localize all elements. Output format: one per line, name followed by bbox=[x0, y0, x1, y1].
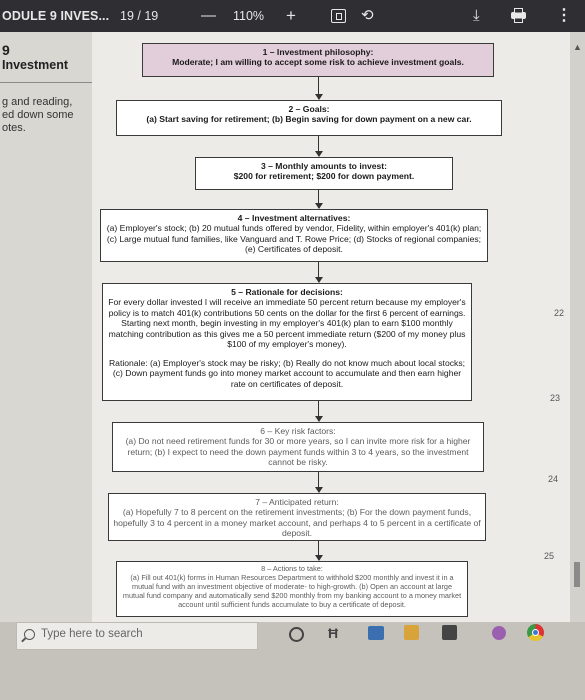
box-text: For every dollar invested I will receive an immediate 50 percent return because my employer's policy is to match 401(k) contributions 50 cents on the dollar for the first 6 percent of earnings. Starting next month, begin investing in my employer's 401(k) plan to earn $100 monthly matching contribution as this gives me a 50 percent immediate return ($200 of my money plus $100 of my employer's money). bbox=[108, 297, 466, 350]
box-text: $200 for retirement; $200 for down payment. bbox=[233, 171, 415, 182]
box-heading: 7 – Anticipated return: bbox=[255, 497, 339, 507]
box-heading: 1 – Investment philosophy: bbox=[262, 47, 374, 57]
page-number: 24 bbox=[548, 474, 559, 484]
scroll-thumb[interactable] bbox=[574, 562, 580, 587]
flow-box-philosophy bbox=[142, 43, 494, 77]
store-icon[interactable] bbox=[442, 625, 457, 640]
flow-box-alternatives bbox=[100, 209, 488, 262]
rotate-icon[interactable]: ⟲ bbox=[361, 7, 374, 24]
print-icon[interactable] bbox=[511, 8, 526, 23]
download-icon[interactable]: ⤓ bbox=[473, 7, 480, 24]
box-text: (a) Hopefully 7 to 8 percent on the retirement investments; (b) For the down payment funds, hopefully 3 to 4 percent in a money market account, and perhaps 4 to 5 percent in a certificate of deposit. bbox=[113, 507, 481, 539]
page-indicator[interactable]: 19 / 19 bbox=[120, 9, 159, 23]
box-text: (a) Fill out 401(k) forms in Human Resources Department to withhold $200 monthly and invest it in a mutual fund with an investment objective of moderate- to high-growth. (b) Open an account at large mutual fund company and automatically send $200 monthly from my banking account to a money market account until sufficient funds accumulate to buy a certificate of deposit. bbox=[122, 572, 462, 609]
box-text: Moderate; I am willing to accept some risk to achieve investment goals. bbox=[172, 57, 464, 68]
flow-box-risk-factors bbox=[112, 422, 484, 472]
flow-arrow bbox=[318, 541, 319, 560]
cortana-icon[interactable] bbox=[289, 627, 304, 642]
scrollbar[interactable] bbox=[570, 32, 585, 622]
file-explorer-icon[interactable] bbox=[368, 626, 384, 640]
zoom-level[interactable]: 110% bbox=[233, 9, 265, 23]
box-heading: 4 – Investment alternatives: bbox=[237, 213, 351, 223]
search-placeholder: Type here to search bbox=[41, 628, 143, 640]
folder-icon[interactable] bbox=[404, 625, 419, 640]
flow-arrow bbox=[318, 190, 319, 208]
search-icon bbox=[24, 629, 35, 640]
page-number: 23 bbox=[550, 393, 561, 403]
side-text-line: g and reading, bbox=[2, 96, 73, 108]
box-heading: 6 – Key risk factors: bbox=[260, 426, 336, 436]
side-text-line: otes. bbox=[2, 122, 26, 134]
app-icon[interactable] bbox=[492, 626, 506, 640]
box-text: (a) Employer's stock; (b) 20 mutual funds offered by vendor, Fidelity, within employer's 401(k) plan; (c) Large mutual fund families, like Vanguard and T. Rowe Price; (d) Stocks of regional companies; (e) Certificates of deposit. bbox=[106, 223, 482, 255]
document-page bbox=[92, 32, 570, 622]
flow-arrow bbox=[318, 472, 319, 492]
zoom-out-button[interactable]: — bbox=[201, 7, 216, 24]
flow-box-monthly-amounts bbox=[195, 157, 453, 190]
task-view-icon[interactable]: Ħ bbox=[328, 625, 339, 641]
box-heading: 3 – Monthly amounts to invest: bbox=[260, 161, 388, 171]
scroll-up-icon[interactable]: ▲ bbox=[573, 42, 582, 52]
flow-box-goals bbox=[116, 100, 502, 136]
box-heading: 8 – Actions to take: bbox=[261, 564, 323, 573]
box-heading: 2 – Goals: bbox=[288, 104, 330, 114]
module-heading: Investment bbox=[2, 58, 68, 72]
page-number: 22 bbox=[554, 308, 565, 318]
box-text: (a) Start saving for retirement; (b) Begin saving for down payment on a new car. bbox=[146, 114, 472, 125]
box-heading: 5 – Rationale for decisions: bbox=[231, 287, 343, 297]
fit-page-icon[interactable] bbox=[331, 9, 346, 23]
left-page-panel bbox=[0, 32, 92, 622]
flow-arrow bbox=[318, 136, 319, 156]
chrome-icon[interactable] bbox=[527, 624, 544, 641]
divider bbox=[0, 82, 92, 83]
flow-arrow bbox=[318, 77, 319, 99]
windows-taskbar bbox=[0, 622, 585, 700]
module-number: 9 bbox=[2, 42, 10, 58]
taskbar-search-box[interactable] bbox=[16, 622, 258, 650]
pdf-toolbar bbox=[0, 0, 585, 32]
side-text-line: ed down some bbox=[2, 109, 74, 121]
flow-box-rationale bbox=[102, 283, 472, 401]
flow-arrow bbox=[318, 262, 319, 282]
flow-arrow bbox=[318, 401, 319, 421]
document-title: ODULE 9 INVES... bbox=[2, 9, 110, 23]
zoom-in-button[interactable]: + bbox=[286, 6, 296, 25]
box-text: (a) Do not need retirement funds for 30 or more years, so I can invite more risk for a higher return; (b) I expect to need the down payment funds within 3 to 4 years, so the investment cannot be risky. bbox=[125, 436, 471, 468]
flow-box-actions bbox=[116, 561, 468, 617]
more-options-icon[interactable]: ⋮ bbox=[556, 7, 572, 24]
page-number: 25 bbox=[544, 551, 555, 561]
flow-box-anticipated-return bbox=[108, 493, 486, 541]
box-text-secondary: Rationale: (a) Employer's stock may be risky; (b) Really do not know much about local stocks; (c) Down payment funds go into money market account to accumulate and then earn higher rate on certificates of deposit. bbox=[108, 357, 466, 389]
